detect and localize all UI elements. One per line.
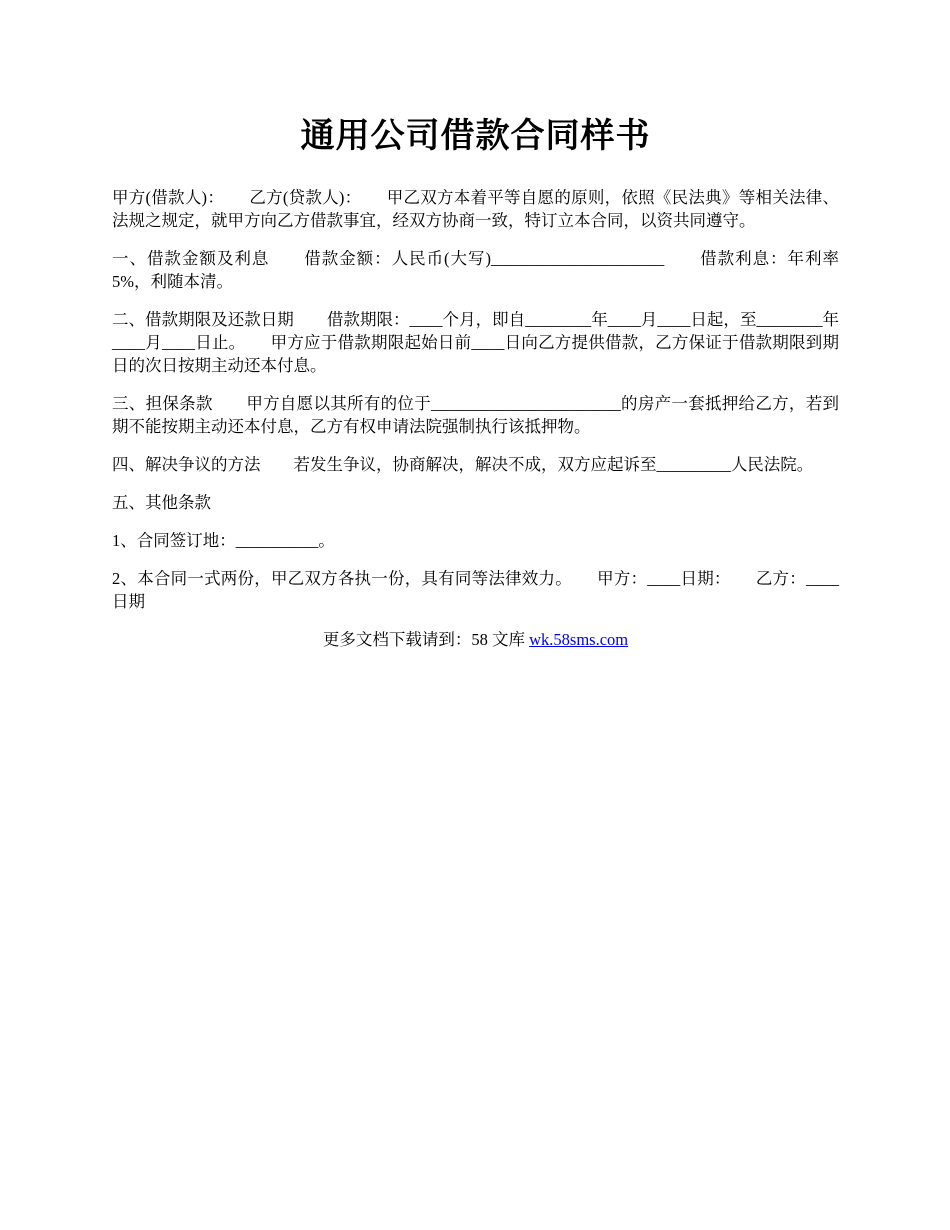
paragraph-intro: 甲方(借款人)： 乙方(贷款人)： 甲乙双方本着平等自愿的原则，依照《民法典》等相关法律、法规之规定，就甲方向乙方借款事宜，经双方协商一致，特订立本合同，以资共同遵守。 [112,188,839,230]
footer-link[interactable]: wk.58sms.com [529,630,629,649]
footer [112,628,839,651]
document-page [112,108,839,651]
paragraph-other-terms: 五、其他条款 [112,493,211,512]
paragraph-loan-term: 二、借款期限及还款日期 借款期限：____个月，即自________年____月____日起，至________年____月____日止。 甲方应于借款期限起始日前____日向乙方提供借款，乙方保证于借款期限到期日的次日按期主动还本付息。 [112,310,840,375]
paragraph-loan-amount: 一、借款金额及利息 借款金额：人民币(大写)_____________________ 借款利息：年利率 5%，利随本清。 [112,249,839,291]
document-title: 通用公司借款合同样书 [300,116,651,156]
paragraph-guarantee: 三、担保条款 甲方自愿以其所有的位于_______________________的房产一套抵押给乙方，若到期不能按期主动还本付息，乙方有权申请法院强制执行该抵押物。 [112,394,839,436]
paragraph-copies-signature: 2、本合同一式两份，甲乙双方各执一份，具有同等法律效力。 甲方：____日期： 乙方：____日期 [112,569,839,611]
paragraph-signing-place: 1、合同签订地：__________。 [112,531,335,550]
paragraph-dispute: 四、解决争议的方法 若发生争议，协商解决，解决不成，双方应起诉至_________人民法院。 [112,455,814,474]
footer-text: 更多文档下载请到：58 文库 [322,630,530,649]
